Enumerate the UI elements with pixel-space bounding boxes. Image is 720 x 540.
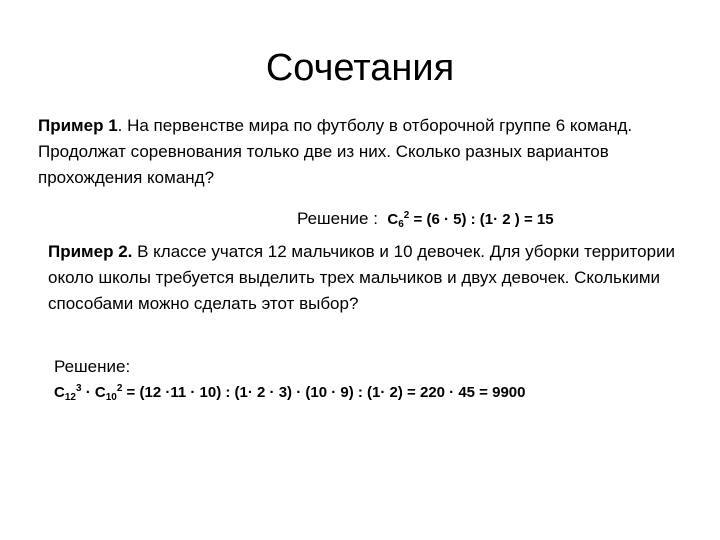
combination-1-superscript: 3 — [75, 383, 82, 394]
solution-2-expression: = (12 ·11 · 10) : (1· 2 · 3) · (10 · 9) : (1· 2) = 220 · 45 = 9900 — [122, 384, 526, 401]
combination-subscript: 6 — [398, 219, 404, 230]
combination-superscript: 2 — [403, 210, 410, 221]
example-1-paragraph — [38, 113, 688, 191]
example-2-label: Пример 2. — [48, 242, 133, 261]
combination-2-superscript: 2 — [116, 383, 123, 394]
slide-title: Сочетания — [265, 47, 455, 89]
example-1-label: Пример 1 — [38, 116, 118, 135]
example-2-text: В классе учатся 12 мальчиков и 10 девочек. Для уборки территории около школы требуется выделить трех мальчиков и двух девочек. Сколькими способами можно сделать этот выбор? — [48, 242, 676, 313]
combination-2-subscript: 10 — [105, 392, 117, 403]
solution-1-formula — [387, 211, 553, 228]
combination-symbol-1: C — [54, 384, 65, 401]
solution-1 — [297, 203, 697, 238]
solution-2-label: Решение: — [54, 357, 131, 376]
combination-symbol-2: · C — [81, 384, 106, 401]
solution-1-expression: = (6 · 5) : (1· 2 ) = 15 — [409, 211, 554, 228]
solution-1-label: Решение : — [297, 209, 378, 228]
example-1-text: . На первенстве мира по футболу в отборочной группе 6 команд. Продолжат соревнования только две из них. Сколько разных вариантов прохождения команд? — [38, 116, 633, 187]
combination-1-subscript: 12 — [64, 392, 76, 403]
combination-symbol: C — [387, 211, 399, 228]
example-2-paragraph — [48, 239, 688, 317]
solution-2-formula-body — [54, 384, 525, 401]
solution-2-formula — [54, 376, 694, 411]
